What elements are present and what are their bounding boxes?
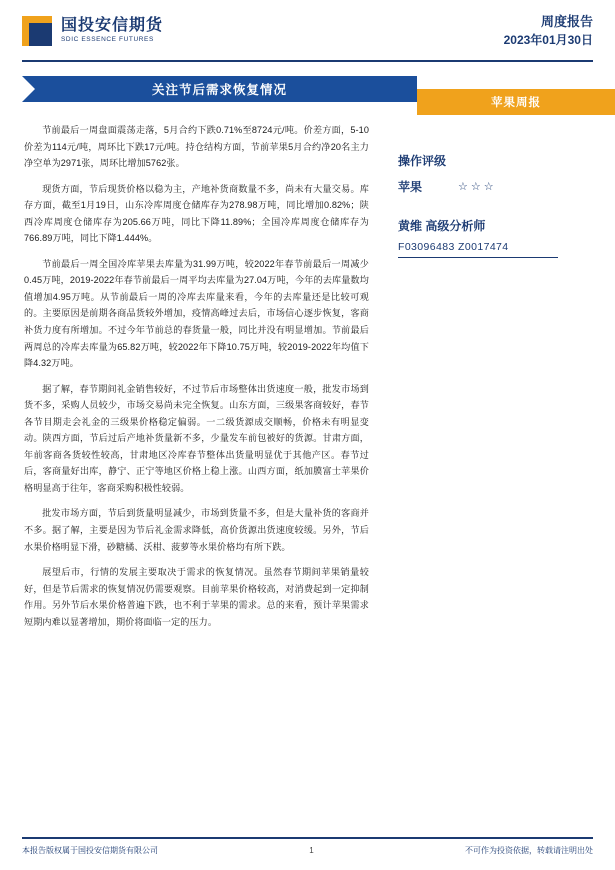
body-paragraph: 现货方面，节后现货价格以稳为主，产地补货商数量不多，尚未有大量交易。库存方面，截至1月19日，山东冷库周度仓储库存为278.98万吨，同比增加0.82%；陕西冷库周度仓储库存为205.66万吨，同比下降11.89%；全国冷库周度仓储库存为766.89万吨，同比下降1.444%。 [24, 183, 369, 244]
rating-row [398, 178, 593, 195]
body-paragraph: 节前最后一周盘面震荡走落，5月合约下跌0.71%至8724元/吨。价差方面，5-10价差为114元/吨，周环比下跌17元/吨。持仓结构方面，节前苹果5月合约净20名主力净空单为2971张，周环比增加5762张。 [24, 125, 369, 169]
body-column [24, 122, 369, 639]
header-meta [504, 13, 593, 49]
page-number: 1 [309, 846, 314, 855]
brand-text [61, 18, 163, 44]
body-paragraph: 批发市场方面，节后到货量明显减少，市场到货量不多，但是大量补货的客商并不多。据了解，主要是因为节后礼金需求降低，高价货源出货速度较缓。另外，节后水果价格明显下滑，砂糖橘、沃柑、菠萝等水果价格均有所下跌。 [24, 508, 369, 552]
rating-product-label: 苹果 [398, 180, 423, 194]
brand-name-cn: 国投安信期货 [61, 17, 164, 35]
footer-divider [22, 837, 593, 839]
analyst-license-code: F03096483 Z0017474 [398, 241, 509, 253]
body-paragraph: 据了解，春节期间礼金销售较好，不过节后市场整体出货速度一般，批发市场到货不多，采购人员较少，市场交易尚未完全恢复。山东方面，三级果客商较好，春节各节目期走会礼金的三级果价格稳定偏弱。一二级货源成交顺畅，价格未有明显变动。陕西方面，节后过后产地补货量新不多，少量发车前包被好的货源。甘肃方面，年前客商各货较性较高，甘肃地区冷库春节整体出货量明显优于其他产区。春节过后，客商量好出库，静宁、正宁等地区价格上稳上涨。山西方面，纸加膜富士苹果价格明显高于往年，客商采购积极性较弱。 [24, 383, 369, 493]
logo-mark-icon [22, 16, 52, 46]
page-title: 关注节后需求恢复情况 [151, 83, 287, 97]
analyst-name: 黄维 高级分析师 [398, 219, 486, 233]
sidebar-panel [398, 152, 593, 258]
body-paragraph: 展望后市，行情的发展主要取决于需求的恢复情况。虽然春节期间苹果销量较好，但是节后需求的恢复情况仍需要观察。目前苹果价格较高，对消费起到一定抑制作用。另外节后水果价格普遍下跌，也不利于苹果的需求。总的来看，预计苹果需求短期内难以显著增加，期价将面临一定的压力。 [24, 567, 369, 627]
rating-stars-icon: ☆☆☆ [458, 181, 497, 193]
banner-notch-icon [22, 76, 35, 102]
header-divider [22, 60, 593, 62]
report-date: 2023年01月30日 [503, 32, 593, 47]
rating-heading: 操作评级 [398, 154, 447, 168]
body-paragraph: 节前最后一周全国冷库苹果去库量为31.99万吨，较2022年春节前最后一周减少0.45万吨，2019-2022年春节前最后一周平均去库量为27.04万吨，今年的去库量数均值增加4.95万吨。从节前最后一周的冷库去库量来看，今年的去库量还是比较可观的。主要原因是前期各商品货较外增加，疫情高峰过去后，市场信心逐步恢复，客商补货力度有所增加。不过今年节前总的春货量一般，同比并没有明显增加。节前最后两周总的冷库去库量为65.82万吨，较2022年下降10.75万吨，较2019-2022年均值下降4.32万吨。 [24, 258, 369, 369]
company-logo [22, 16, 163, 46]
title-bar [22, 76, 593, 109]
report-type: 周度报告 [540, 13, 593, 29]
category-badge [417, 89, 615, 115]
brand-name-en: SDIC ESSENCE FUTURES [61, 36, 154, 44]
document-header [0, 0, 615, 62]
document-footer [22, 837, 593, 856]
title-banner [22, 76, 417, 102]
analyst-divider [398, 257, 558, 258]
category-badge-label: 苹果周报 [491, 97, 541, 109]
footer-disclaimer: 不可作为投资依据，转载请注明出处 [464, 846, 593, 855]
footer-copyright: 本报告版权属于国投安信期货有限公司 [22, 846, 158, 855]
